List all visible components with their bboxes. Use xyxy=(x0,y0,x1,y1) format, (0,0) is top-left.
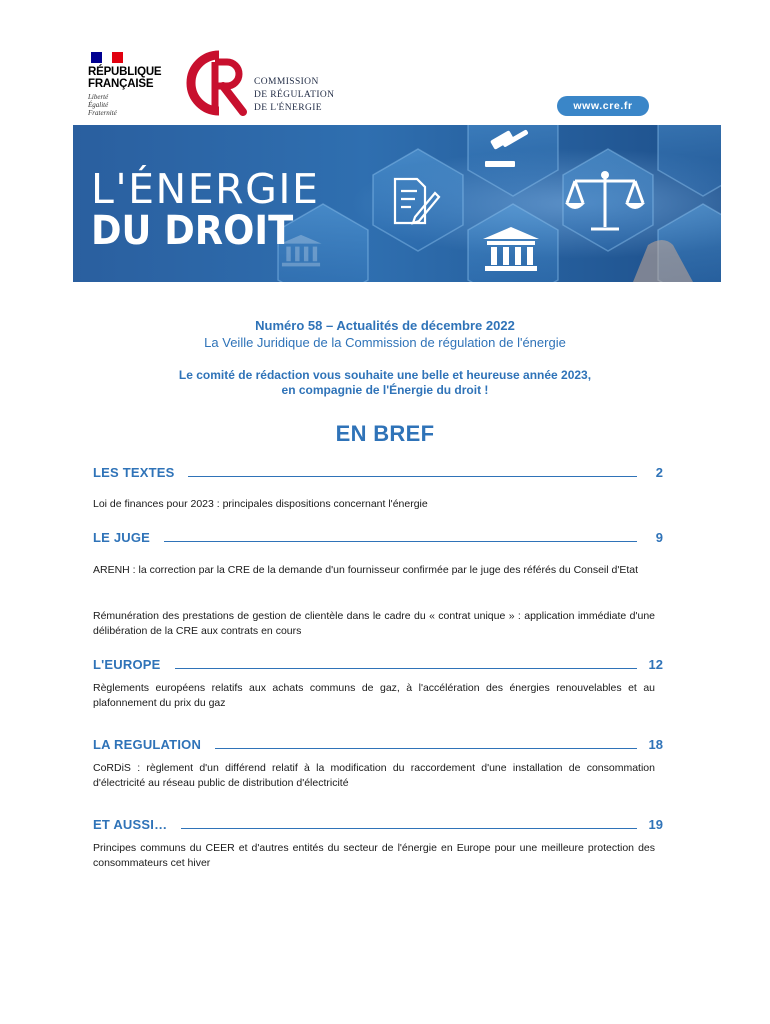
new-year-wish-line-2: en compagnie de l'Énergie du droit ! xyxy=(281,383,489,397)
section-title: L'EUROPE xyxy=(93,657,161,672)
website-link[interactable]: www.cre.fr xyxy=(557,96,649,116)
republique-line-1: RÉPUBLIQUE xyxy=(88,66,162,78)
section-divider xyxy=(215,748,636,749)
section-title: LES TEXTES xyxy=(93,465,175,480)
scales-icon xyxy=(563,167,647,237)
section-le-juge[interactable] xyxy=(93,527,663,545)
commission-name-line-2: DE RÉGULATION xyxy=(254,90,335,100)
section-les-textes[interactable] xyxy=(93,462,663,480)
summary-item[interactable]: CoRDiS : règlement d'un différend relatif à la modification du raccordement d'une installation de consommation d'électricité au réseau public de distribution d'électricité xyxy=(93,762,655,789)
commission-name-line-3: DE L'ÉNERGIE xyxy=(254,103,322,113)
issue-number: Numéro 58 – Actualités de décembre 2022 xyxy=(255,318,515,333)
section-divider xyxy=(164,541,637,542)
section-page-number: 18 xyxy=(648,737,663,752)
summary-title: EN BREF xyxy=(335,421,435,446)
section-title: LE JUGE xyxy=(93,530,151,545)
cre-logo-icon xyxy=(183,48,253,118)
summary-item[interactable]: Règlements européens relatifs aux achats communs de gaz, à l'accélération des énergies renouvelables et au plafonnement du prix du gaz xyxy=(93,682,655,709)
section-la-regulation[interactable] xyxy=(93,734,663,752)
french-flag-icon xyxy=(91,52,123,63)
publication-subtitle: La Veille Juridique de la Commission de régulation de l'énergie xyxy=(204,335,566,350)
section-page-number: 12 xyxy=(648,657,663,672)
summary-item[interactable]: ARENH : la correction par la CRE de la demande d'un fournisseur confirmée par le juge des référés du Conseil d'Etat xyxy=(93,564,639,576)
motto-fraternite: Fraternité xyxy=(88,109,117,117)
new-year-wish-line-1: Le comité de rédaction vous souhaite une belle et heureuse année 2023, xyxy=(178,368,592,382)
summary-item[interactable]: Loi de finances pour 2023 : principales dispositions concernant l'énergie xyxy=(93,498,428,510)
commission-name xyxy=(254,76,334,115)
section-page-number: 9 xyxy=(655,530,663,545)
republique-line-2: FRANÇAISE xyxy=(88,77,154,90)
section-et-aussi[interactable] xyxy=(93,814,663,832)
section-divider xyxy=(181,828,636,829)
document-header xyxy=(0,0,770,125)
new-year-wish xyxy=(0,368,770,398)
section-l-europe[interactable] xyxy=(93,654,663,672)
section-page-number: 2 xyxy=(655,465,663,480)
title-banner xyxy=(73,125,721,282)
motto-egalite: Égalité xyxy=(88,101,109,109)
commission-name-line-1: COMMISSION xyxy=(254,77,319,87)
republique-francaise-logo xyxy=(88,52,178,117)
section-divider xyxy=(188,476,637,477)
section-title: ET AUSSI… xyxy=(93,817,168,832)
motto-liberte: Liberté xyxy=(88,93,109,101)
banner-title-line-1: L'ÉNERGIE xyxy=(91,165,320,213)
summary-item[interactable]: Principes communs du CEER et d'autres entités du secteur de l'énergie en Europe pour une meilleure protection des consommateurs cet hiver xyxy=(93,842,655,869)
document-pen-icon xyxy=(385,173,441,229)
banner-title-line-2: DU DROIT xyxy=(91,208,294,254)
summary-item[interactable]: Rémunération des prestations de gestion de clientèle dans le cadre du « contrat unique » : application immédiate d'une délibération de la CRE aux contrats en cours xyxy=(93,610,655,637)
section-divider xyxy=(175,668,637,669)
courthouse-icon xyxy=(481,225,541,273)
gavel-icon xyxy=(481,127,537,171)
section-page-number: 19 xyxy=(648,817,663,832)
section-title: LA REGULATION xyxy=(93,737,202,752)
